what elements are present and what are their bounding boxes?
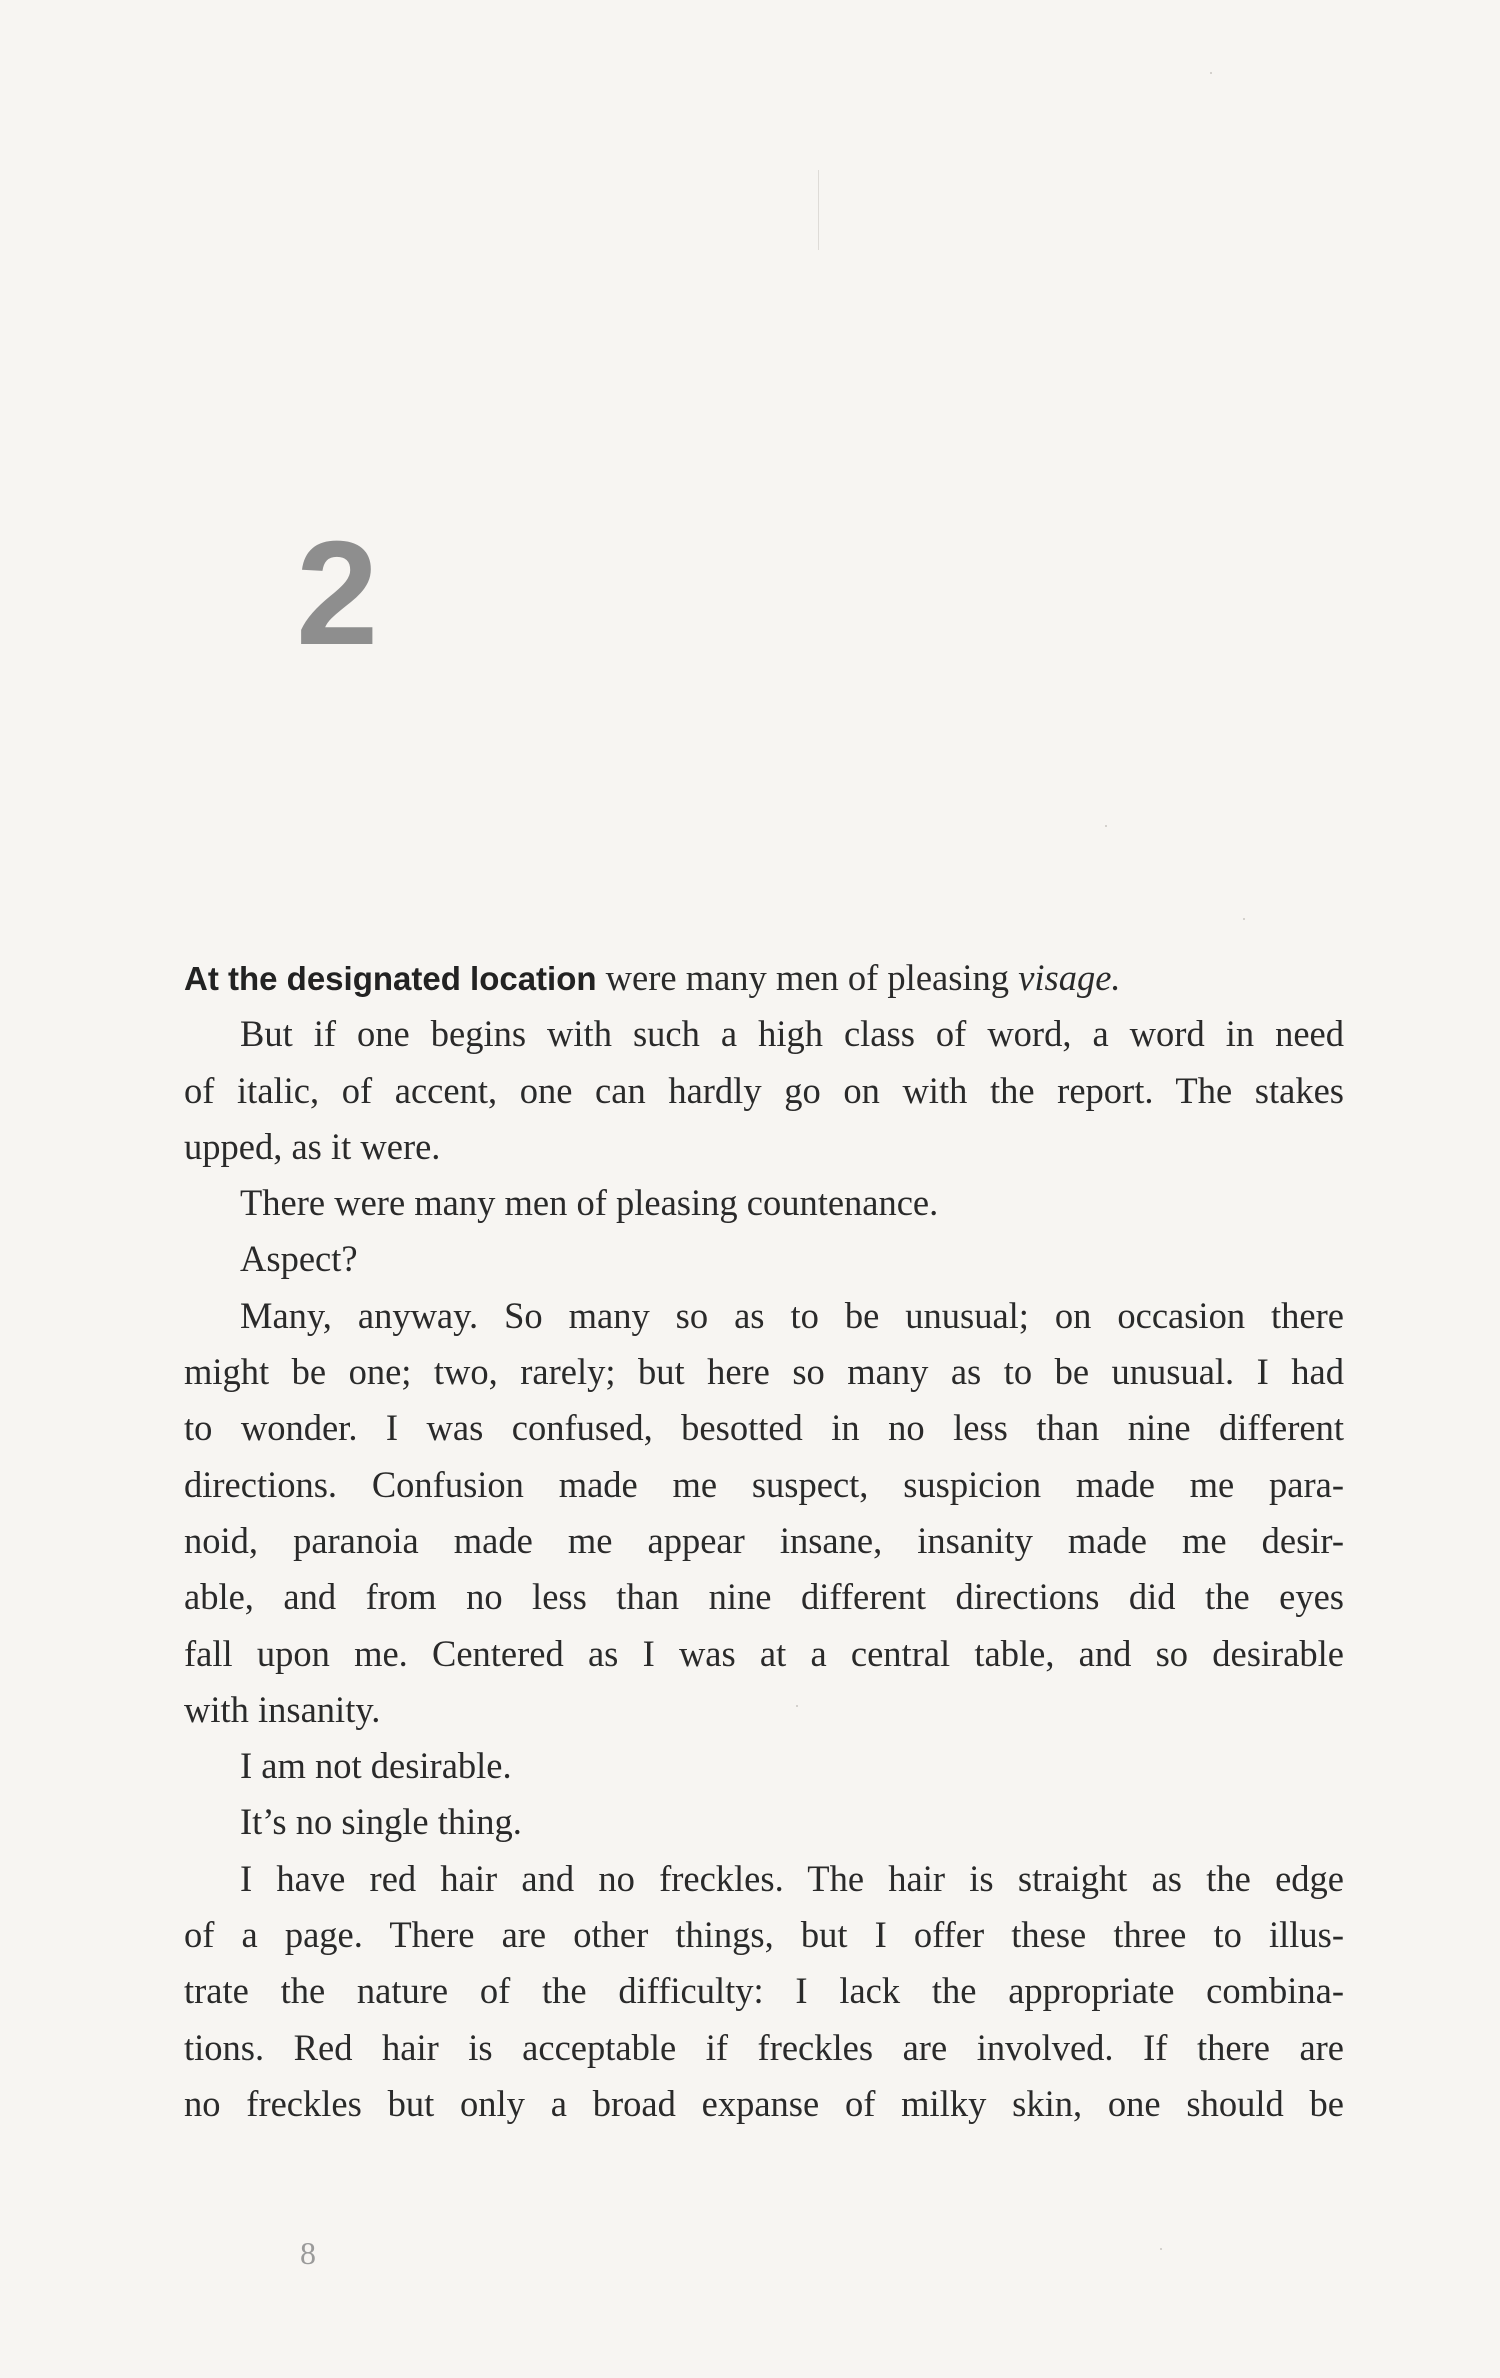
line-text: able, and from no less than nine different directions did the eyes — [184, 1576, 1344, 1618]
italic-word: visage. — [1018, 957, 1121, 998]
line-text: It’s no single thing. — [240, 1801, 522, 1843]
page-number: 8 — [300, 2235, 316, 2271]
text-line — [184, 1457, 1344, 1513]
line-text: no freckles but only a broad expanse of milky skin, one should be — [184, 2082, 1344, 2124]
paragraph — [184, 950, 1344, 1006]
text-line — [184, 1119, 1344, 1175]
paragraph — [184, 1231, 1344, 1287]
text-line — [184, 1794, 1344, 1850]
paragraph — [184, 1175, 1344, 1231]
chapter-lead-in: At the designated location — [184, 960, 597, 997]
page-speck — [1105, 825, 1107, 827]
text-line — [184, 1288, 1344, 1344]
text-line — [184, 1851, 1344, 1907]
paragraph — [184, 1288, 1344, 1738]
paragraph — [184, 1006, 1344, 1175]
paragraph — [184, 1851, 1344, 2132]
body-text — [184, 950, 1344, 2132]
line-text: of italic, of accent, one can hardly go on with the report. The stakes — [184, 1069, 1344, 1111]
line-text: might be one; two, rarely; but here so many as to be unusual. I had — [184, 1351, 1344, 1393]
line-text: trate the nature of the difficulty: I lack the appropriate combina- — [184, 1970, 1344, 2012]
line-text: But if one begins with such a high class of word, a word in need — [240, 1013, 1344, 1055]
line-text: with insanity. — [184, 1688, 381, 1730]
page-speck — [1210, 72, 1212, 74]
text-line — [184, 1231, 1344, 1287]
line-text: upped, as it were. — [184, 1125, 441, 1167]
text-line — [184, 1175, 1344, 1231]
line-text: There were many men of pleasing countenance. — [240, 1182, 939, 1224]
line-text: Many, anyway. So many so as to be unusual; on occasion there — [240, 1294, 1344, 1336]
text-line — [184, 1063, 1344, 1119]
text-line — [184, 1006, 1344, 1062]
text-line — [184, 1907, 1344, 1963]
text-line — [184, 1626, 1344, 1682]
page-speck — [1160, 2248, 1162, 2250]
chapter-number: 2 — [296, 511, 379, 676]
page-blemish — [818, 170, 819, 250]
line-text: to wonder. I was confused, besotted in no less than nine different — [184, 1407, 1344, 1449]
text-line — [184, 1569, 1344, 1625]
paragraph — [184, 1738, 1344, 1794]
paragraph — [184, 1794, 1344, 1850]
line-text: noid, paranoia made me appear insane, insanity made me desir- — [184, 1519, 1344, 1561]
text-line — [184, 950, 1344, 1006]
line-text: tions. Red hair is acceptable if freckles are involved. If there are — [184, 2026, 1344, 2068]
line-text: of a page. There are other things, but I offer these three to illus- — [184, 1914, 1344, 1956]
text-line — [184, 2020, 1344, 2076]
text-line — [184, 1682, 1344, 1738]
line-text: Aspect? — [240, 1238, 358, 1280]
line-text: I am not desirable. — [240, 1745, 512, 1787]
line-text: directions. Confusion made me suspect, suspicion made me para- — [184, 1463, 1344, 1505]
line-text: I have red hair and no freckles. The hair is straight as the edge — [240, 1857, 1344, 1899]
text-line — [184, 1344, 1344, 1400]
text-line — [184, 2076, 1344, 2132]
line-text: were many men of pleasing — [596, 957, 1019, 998]
text-line — [184, 1400, 1344, 1456]
line-text: fall upon me. Centered as I was at a central table, and so desirable — [184, 1632, 1344, 1674]
text-line — [184, 1738, 1344, 1794]
text-line — [184, 1513, 1344, 1569]
text-line — [184, 1963, 1344, 2019]
page-speck — [1243, 918, 1245, 920]
